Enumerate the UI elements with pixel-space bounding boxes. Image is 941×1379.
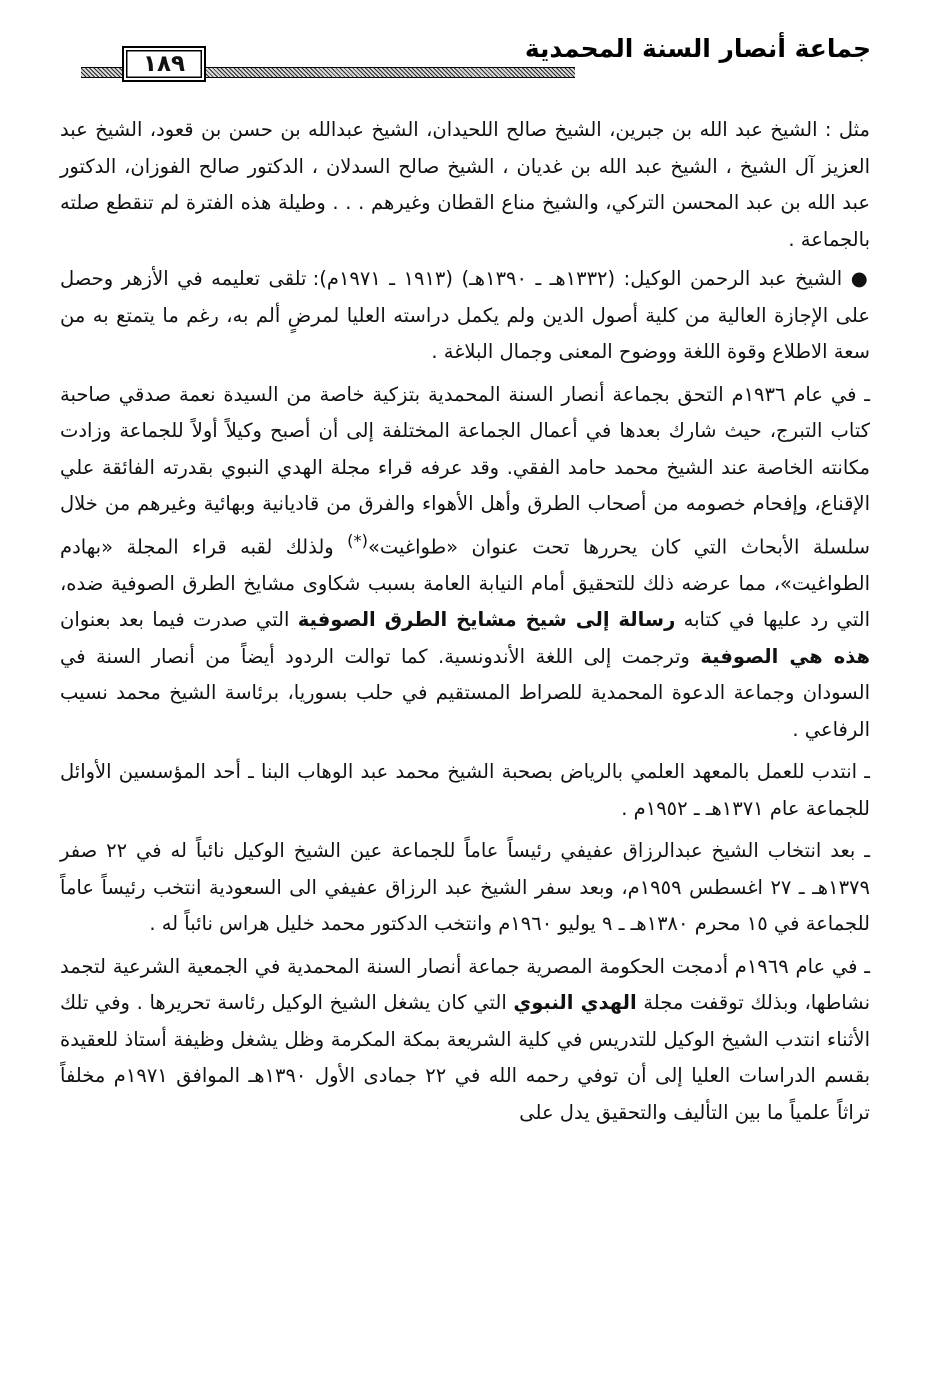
paragraph-merger-1969 [60, 949, 870, 1132]
paragraph-text: ـ بعد انتخاب الشيخ عبدالرزاق عفيفي رئيساً عاماً للجماعة عين الشيخ الوكيل نائباً له في ٢٢ صفر ١٣٧٩هـ ـ ٢٧ اغسطس ١٩٥٩م، وبعد سفر الشيخ عبد الرزاق عفيفي الى السعودية انتخب رئيساً عاماً للجماعة في ١٥ محرم ١٣٨٠هـ ـ ٩ يوليو ١٩٦٠م وانتخب الدكتور محمد خليل هراس نائباً له . [60, 839, 871, 935]
book-title: هذه هي الصوفية [700, 644, 871, 668]
paragraph-al-wakeel-bio [60, 261, 870, 371]
paragraph-text: ولذلك لقبه قراء المجلة «بهادم الطواغيت»، مما عرضه ذلك للتحقيق أمام النيابة العامة بسبب شكاوى مشايخ الطرق الصوفية ضده، التي رد عليها في كتابه [60, 535, 871, 631]
paragraph-text: ـ في عام ١٩٦٩م أدمجت الحكومة المصرية جماعة أنصار السنة المحمدية في الجمعية الشرعية لتجمد نشاطها، وبذلك توقفت مجلة [60, 954, 871, 1014]
running-title: جماعة أنصار السنة المحمدية [524, 34, 871, 63]
page-number: ١٨٩ [122, 46, 206, 82]
paragraph-text: ـ انتدب للعمل بالمعهد العلمي بالرياض بصحبة الشيخ محمد عبد الوهاب البنا ـ أحد المؤسسين الأوائل للجماعة عام ١٣٧١هـ ـ ١٩٥٢م . [60, 760, 870, 820]
bullet-icon: ● [850, 267, 870, 290]
paragraph-text: مثل : الشيخ عبد الله بن جبرين، الشيخ صالح اللحيدان، الشيخ عبدالله بن حسن بن قعود، الشيخ عبد العزيز آل الشيخ ، الشيخ عبد الله بن غديان ، الشيخ صالح السدلان ، الدكتور صالح الفوزان، الدكتور عبد الله بن عبد المحسن التركي، والشيخ مناع القطان وغيرهم . . . وطيلة هذه الفترة لم تنقطع صلته بالجماعة . [60, 118, 870, 251]
paragraph-scholars-list [60, 112, 870, 258]
paragraph-text: التي كان يشغل الشيخ الوكيل رئاسة تحريرها . وفي تلك الأثناء انتدب الشيخ الوكيل للتدريس في كلية الشريعة بمكة المكرمة وظل يشغل وظيفة أستاذ للعقيدة بقسم الدراسات العليا إلى أن توفي رحمه الله في ٢٢ جمادى الأول ١٣٩٠هـ الموافق ١٩٧١م مخلفاً تراثاً علمياً ما بين التأليف والتحقيق يدل على [60, 991, 870, 1124]
paragraph-joining-1936 [60, 377, 870, 749]
magazine-title: الهدي النبوي [513, 991, 637, 1014]
paragraph-text: التي صدرت فيما بعد بعنوان [60, 608, 298, 631]
paragraph-election [60, 833, 870, 943]
paragraph-text: ـ في عام ١٩٣٦م التحق بجماعة أنصار السنة المحمدية بتزكية خاصة من السيدة نعمة صدقي صاحبة كتاب التبرج، حيث شارك بعدها في أعمال الجماعة المختلفة إلى أن أصبح وكيلاً أولاً للجماعة وزادت مكانته الخاصة عند الشيخ محمد حامد الفقي. وقد عرفه قراء مجلة الهدي النبوي بقدرته الفائقة علي الإقناع، وإفحام خصومه من أصحاب الطرق وأهل الأهواء والفرق من قاديانية وبهائية وغيرهم من خلال سلسلة الأبحاث التي كان يحررها تحت عنوان «طواغيت» [60, 382, 870, 558]
footnote-marker: (*) [347, 530, 368, 550]
body-text [60, 112, 870, 1131]
paragraph-text: الشيخ عبد الرحمن الوكيل: (١٣٣٢هـ ـ ١٣٩٠هـ) (١٩١٣ ـ ١٩٧١م): تلقى تعليمه في الأزهر وحصل على الإجازة العالية من كلية أصول الدين ولم يكمل دراسته العليا لمرضٍ ألم به، رغم ما يتمتع به من سعة الاطلاع وقوة اللغة ووضوح المعنى وجمال البلاغة . [60, 267, 870, 363]
paragraph-text: وترجمت إلى اللغة الأندونسية. كما توالت الردود أيضاً من أنصار السنة في السودان وجماعة الدعوة المحمدية للصراط المستقيم في حلب بسوريا، برئاسة الشيخ محمد نسيب الرفاعي . [60, 644, 870, 741]
paragraph-riyadh-institute [60, 754, 870, 827]
book-title: رسالة إلى شيخ مشايخ الطرق الصوفية [297, 608, 676, 631]
